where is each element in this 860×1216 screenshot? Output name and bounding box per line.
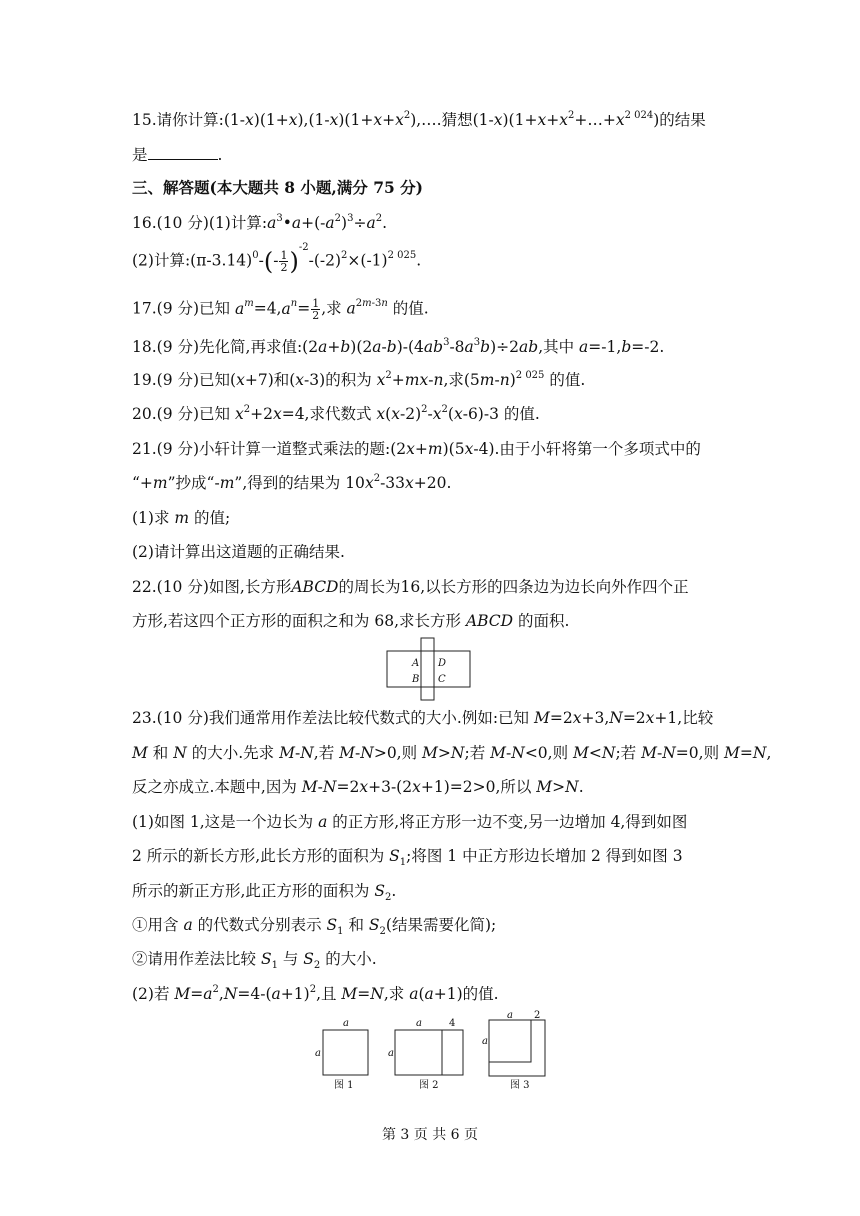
label-D: D <box>438 658 447 669</box>
q18: 18.(9 分)先化简,再求值$:(2a+b)(2a-b)-(4ab^3-8a^3b)\div 2ab$,其中 a=-1,b=-2. <box>132 336 665 356</box>
fig2-label-a-left: a <box>388 1048 394 1059</box>
page-footer: 第 3 页 共 6 页 <box>381 1127 479 1143</box>
q15-line1: 15.请你计算$:(1-x)(1+x),(1-x)(1+x+x^2),\dots$.猜想$(1-x)(1+x+x^2+\dots+x^{2 024})$的结果 <box>132 109 706 129</box>
q22-line1: 22.(10 分)如图,长方形ABCD的周长为16,以长方形的四条边为边长向外作四个正 <box>132 578 689 596</box>
fig2-caption: 图 2 <box>419 1080 439 1091</box>
section-heading: 三、解答题(本大题共 8 小题,满分 75 分) <box>132 178 424 197</box>
fig1-caption: 图 1 <box>334 1080 354 1091</box>
q22-line2: 方形,若这四个正方形的面积之和为 68,求长方形 ABCD 的面积. <box>132 612 570 630</box>
q22-figure <box>380 636 480 704</box>
fig3-square <box>489 1020 545 1076</box>
q23-line3: 反之亦成立.本题中,因为 M-N=2x+3-(2x+1)=2>0,所以 M>N. <box>132 778 584 796</box>
q23-sub2: ②请用作差法比较 $S_1$ 与 $S_2$ 的大小. <box>132 950 377 972</box>
label-C: C <box>438 674 446 685</box>
fig2-rectangle <box>395 1030 463 1075</box>
q23-line6: 所示的新正方形,此正方形的面积为 $S_2$. <box>132 882 397 904</box>
q23-sub1: ①用含 a 的代数式分别表示 $S_1$ 和 $S_2$(结果需要化简); <box>132 916 497 938</box>
q21-line2: “+m”抄成“-m”,得到的结果为 $10x^2-33x+20$. <box>132 472 452 492</box>
fig1-label-a-top: a <box>343 1018 349 1029</box>
fig3-caption: 图 3 <box>510 1080 530 1091</box>
q23-figures <box>310 1010 560 1094</box>
q23-part2: (2)若 $M=a^2,N=4-(a+1)^2$,且 M=N,求 a(a+1)的值. <box>132 983 499 1003</box>
q17: 17.(9 分)已知 $a^m=4,a^n=$ $\frac{1}{2}$ ,求 $a^{2m-3n}$ 的值. <box>132 297 429 322</box>
q19: 19.(9 分)已知(x+7)和(x-3)的积为 $x^2+mx-n$,求$(5m-n)^{2 025}$ 的值. <box>132 369 586 389</box>
q16-part1: 16.(10 分)(1)计算$:a^3•a+(-a^2)^3\div a^2$. <box>132 212 388 232</box>
fig2-label-4: 4 <box>449 1018 456 1029</box>
q23-line1: 23.(10 分)我们通常用作差法比较代数式的大小.例如:已知 M=2x+3,N=2x+1,比较 <box>132 709 714 727</box>
label-B: B <box>412 674 420 685</box>
answer-blank <box>148 145 218 160</box>
q21-part1: (1)求 m 的值; <box>132 509 231 527</box>
q16-part2: (2)计算$:(\pi-3.14)^0-(-$ $\frac{1}{2}$ )$^{-2}-(-2)^2\times(-1)^{2 025}$. <box>132 242 422 276</box>
fig2-label-a-top: a <box>416 1018 422 1029</box>
fig1-square <box>323 1030 368 1075</box>
fig3-label-2: 2 <box>534 1010 541 1021</box>
label-A: A <box>412 658 420 669</box>
fig3-label-a-top: a <box>507 1010 513 1021</box>
q23-line5: 2 所示的新长方形,此长方形的面积为 $S_1$;将图 1 中正方形边长增加 2 得到如图 3 <box>132 847 683 869</box>
q21-line1: 21.(9 分)小轩计算一道整式乘法的题:(2x+m)(5x-4).由于小轩将第一个多项式中的 <box>132 440 701 458</box>
q23-line2: M 和 N 的大小.先求 M-N,若 M-N>0,则 M>N;若 M-N<0,则 M<N;若 M-N=0,则 M=N, <box>132 744 772 762</box>
fig3-label-a-left: a <box>482 1036 488 1047</box>
q15-line2: 是 . <box>132 146 223 164</box>
q23-line4: (1)如图 1,这是一个边长为 a 的正方形,将正方形一边不变,另一边增加 4,得到如图 <box>132 813 688 831</box>
fig1-label-a-left: a <box>315 1048 321 1059</box>
q21-part2: (2)请计算出这道题的正确结果. <box>132 543 345 561</box>
q20: 20.(9 分)已知 $x^2+2x=4$,求代数式 $x(x-2)^2-x^2(x-6)-3$ 的值. <box>132 403 540 423</box>
